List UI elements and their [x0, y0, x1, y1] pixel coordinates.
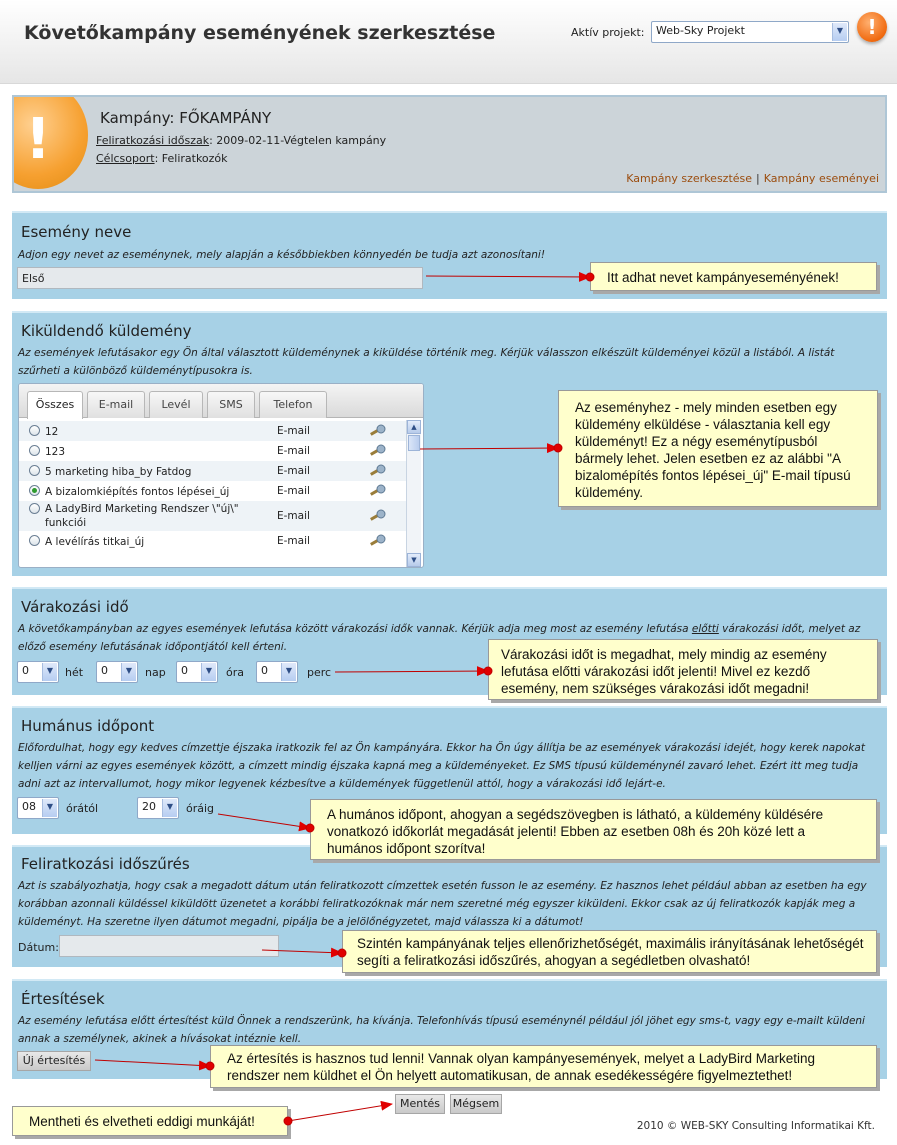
- chevron-down-icon: ▼: [832, 23, 847, 41]
- mailing-type: E-mail: [277, 535, 310, 547]
- list-item[interactable]: [19, 501, 407, 531]
- radio-button-selected[interactable]: [29, 485, 40, 496]
- mailing-type: E-mail: [277, 425, 310, 437]
- arrow-save: [288, 1104, 392, 1121]
- event-name-input[interactable]: Első: [17, 267, 423, 289]
- chevron-down-icon: ▼: [42, 663, 57, 681]
- list-item[interactable]: [19, 481, 407, 501]
- to-label: óráig: [186, 802, 215, 815]
- signup-filter-title: Feliratkozási időszűrés: [21, 855, 190, 873]
- period-value: : 2009-02-11-Végtelen kampány: [209, 134, 387, 147]
- wait-desc-underlined: előtti: [691, 623, 719, 635]
- mailing-type: E-mail: [277, 445, 310, 457]
- wait-hours-select[interactable]: [176, 661, 218, 683]
- from-label: órától: [66, 802, 99, 815]
- radio-button[interactable]: [29, 503, 40, 514]
- radio-button[interactable]: [29, 535, 40, 546]
- audience-label: Célcsoport: [96, 152, 155, 165]
- scroll-thumb[interactable]: [408, 435, 420, 451]
- campaign-events-link[interactable]: Kampány eseményei: [763, 172, 879, 185]
- mailing-name: A LadyBird Marketing Rendszer \"új\" funkciói: [45, 503, 239, 529]
- list-item[interactable]: [19, 441, 407, 461]
- wait-weeks-select[interactable]: [17, 661, 59, 683]
- campaign-title: Kampány: FŐKAMPÁNY: [100, 109, 272, 127]
- mailing-type: E-mail: [277, 465, 310, 477]
- alert-icon[interactable]: !: [857, 12, 887, 42]
- edit-campaign-link[interactable]: Kampány szerkesztése: [626, 172, 753, 185]
- humane-from-value: 08: [22, 800, 36, 813]
- list-item[interactable]: [19, 531, 407, 551]
- tab-sms[interactable]: SMS: [207, 391, 255, 418]
- hours-label: óra: [226, 666, 244, 679]
- list-item[interactable]: [19, 421, 407, 441]
- signup-filter-desc: Azt is szabályozhatja, hogy csak a megadott dátum után feliratkozott címzettek esetén fusson le az esemény. Ez hasznos lehet például abban az esetben ha egy korábban azonnali küldéssel kiküldött üzenetet a korábbi feliratkozóknak már nem szeretné még egyszer kiküldeni. Ekkor csak az új feliratkozók kapják meg a küldeményt. Ha szeretne ilyen dátumot megadni, pipálja be a jelölőnégyzetet, majd válassza ki a dátumot!: [18, 880, 867, 928]
- weeks-label: hét: [65, 666, 84, 679]
- new-notification-button[interactable]: Új értesítés: [17, 1051, 91, 1071]
- wait-weeks-value: 0: [22, 664, 29, 677]
- wait-desc-after: várakozási időt, melyet az előző esemény lefutásának időpontjától kell érteni.: [18, 623, 861, 653]
- period-label: Feliratkozási időszak: [96, 134, 210, 147]
- wrench-icon[interactable]: [369, 484, 387, 498]
- mailing-title: Kiküldendő küldemény: [21, 322, 192, 340]
- wrench-icon[interactable]: [369, 509, 387, 523]
- campaign-audience: [96, 152, 228, 165]
- mailing-type-tabs: [19, 384, 424, 418]
- humane-time-callout: A humános időpont, ahogyan a segédszövegben is látható, a küldemény küldésére vonatkozó időkorlát megadását jelenti! Ebben az esetben 08h és 20h közé lett a humános időpont szorítva!: [310, 799, 877, 860]
- notifications-title: Értesítések: [21, 990, 105, 1008]
- humane-to-select[interactable]: [137, 797, 179, 819]
- days-label: nap: [145, 666, 166, 679]
- wrench-icon[interactable]: [369, 464, 387, 478]
- signup-filter-callout: Szintén kampányának teljes ellenőrizhetőségét, maximális irányításának lehetőségét segíti a feliratkozási időszűrés, ahogyan a segédletben olvasható!: [342, 930, 877, 973]
- cancel-button[interactable]: Mégsem: [450, 1094, 502, 1114]
- mailing-rows: [19, 421, 407, 551]
- radio-button[interactable]: [29, 425, 40, 436]
- event-name-callout: Itt adhat nevet kampányeseményének!: [590, 262, 877, 291]
- project-select-value: Web-Sky Projekt: [656, 24, 745, 37]
- wrench-icon[interactable]: [369, 444, 387, 458]
- list-item[interactable]: [19, 461, 407, 481]
- chevron-down-icon: ▼: [121, 663, 136, 681]
- mailing-name: 5 marketing hiba_by Fatdog: [45, 466, 192, 478]
- date-input[interactable]: [59, 935, 279, 957]
- save-button[interactable]: Mentés: [395, 1094, 445, 1114]
- chevron-down-icon: ▼: [42, 799, 57, 817]
- mailing-type: E-mail: [277, 485, 310, 497]
- wait-minutes-select[interactable]: [256, 661, 298, 683]
- save-callout: Mentheti és elvetheti eddigi munkáját!: [12, 1106, 288, 1136]
- chevron-down-icon: ▼: [201, 663, 216, 681]
- notifications-desc: Az esemény lefutása előtt értesítést küld Önnek a rendszerünk, ha kívánja. Telefonhívás típusú eseménynél például jól jöhet egy sms-t, vagy egy e-mailt küldeni annak a személynek, akinek a hívásokat intéznie kell.: [18, 1015, 865, 1045]
- wait-desc-before: A követőkampányban az egyes események lefutása között várakozási idők vannak. Kérjük adja meg most az esemény lefutása: [18, 623, 692, 635]
- mailing-callout: Az eseményhez - mely minden esetben egy küldemény elküldése - választania kell egy küldeményt! Ez a négy eseménytípusból bármely lehet. Jelen esetben ez az alábbi "A bizalomépítés fontos lépései_új" E-mail típusú küldemény.: [558, 390, 878, 507]
- warning-icon: !: [12, 95, 88, 189]
- page-header: [0, 0, 897, 84]
- project-select[interactable]: [651, 21, 849, 43]
- minutes-label: perc: [307, 666, 332, 679]
- event-name-desc: Adjon egy nevet az eseménynek, mely alapján a későbbiekben könnyedén be tudja azt azonosítani!: [18, 249, 546, 261]
- tab-email[interactable]: E-mail: [87, 391, 145, 418]
- tab-letter[interactable]: Levél: [149, 391, 203, 418]
- mailing-name: A levélírás titkai_új: [45, 536, 145, 548]
- wait-time-title: Várakozási idő: [21, 598, 129, 616]
- mailing-desc: Az események lefutásakor egy Ön által választott küldeménynek a kiküldése történik meg. Kérjük válasszon elkészült küldeményei közül a listából. A listát szűrheti a különböző küldeménytípusokra is.: [18, 347, 835, 377]
- radio-button[interactable]: [29, 465, 40, 476]
- scroll-up-icon[interactable]: ▲: [407, 420, 421, 434]
- humane-time-desc: Előfordulhat, hogy egy kedves címzettje éjszaka iratkozik fel az Ön kampányára. Ekkor ha Ön úgy állítja be az események várakozási idejét, hogy kerek napokat kelljen várni az egyes események között, a címzett mindig éjszaka kapná meg a küldeményeket. Ez SMS típusú küldeménynél zavaró lehet. Ezért itt meg tudja adni azt az intervallumot, hogy mikor legyenek kézbesítve a küldemények függetlenül attól, hogy a várakozási idő lejárt-e.: [18, 742, 865, 790]
- wrench-icon[interactable]: [369, 534, 387, 548]
- humane-from-select[interactable]: [17, 797, 59, 819]
- wait-time-callout: Várakozási időt is megadhat, mely mindig az esemény lefutása előtti várakozási időt jelenti! Mivel ez kezdő esemény, nem szükséges várakozási időt megadni!: [488, 639, 878, 700]
- campaign-info-box: [12, 95, 887, 193]
- mailing-list: [18, 383, 424, 568]
- wait-minutes-value: 0: [261, 664, 268, 677]
- mailing-name: 123: [45, 446, 66, 458]
- link-separator: |: [756, 172, 760, 185]
- list-scrollbar[interactable]: [406, 420, 421, 567]
- humane-time-title: Humánus időpont: [21, 717, 155, 735]
- date-label: Dátum:: [18, 941, 59, 954]
- project-label: Aktív projekt:: [571, 26, 645, 39]
- tab-all[interactable]: Összes: [27, 391, 83, 419]
- mailing-type: E-mail: [277, 510, 310, 522]
- event-name-title: Esemény neve: [21, 223, 132, 241]
- chevron-down-icon: ▼: [281, 663, 296, 681]
- tab-phone[interactable]: Telefon: [259, 391, 327, 418]
- audience-value: : Feliratkozók: [154, 152, 228, 165]
- mailing-name: 12: [45, 426, 59, 438]
- wrench-icon[interactable]: [369, 424, 387, 438]
- campaign-period: [96, 134, 386, 147]
- mailing-name: A bizalomkiépítés fontos lépései_új: [45, 486, 230, 498]
- notifications-callout: Az értesítés is hasznos tud lenni! Vannak olyan kampányesemények, melyet a LadyBird Marketing rendszer nem küldhet el Ön helyett automatikusan, de annak esedékességére figyelmeztethet!: [210, 1045, 877, 1088]
- humane-to-value: 20: [142, 800, 156, 813]
- footer-copyright: 2010 © WEB-SKY Consulting Informatikai Kft.: [636, 1120, 875, 1132]
- wait-hours-value: 0: [181, 664, 188, 677]
- page-title: Követőkampány eseményének szerkesztése: [24, 22, 496, 44]
- radio-button[interactable]: [29, 445, 40, 456]
- wait-days-value: 0: [101, 664, 108, 677]
- scroll-down-icon[interactable]: ▼: [407, 553, 421, 567]
- wait-days-select[interactable]: [96, 661, 138, 683]
- chevron-down-icon: ▼: [162, 799, 177, 817]
- campaign-links: [626, 172, 879, 185]
